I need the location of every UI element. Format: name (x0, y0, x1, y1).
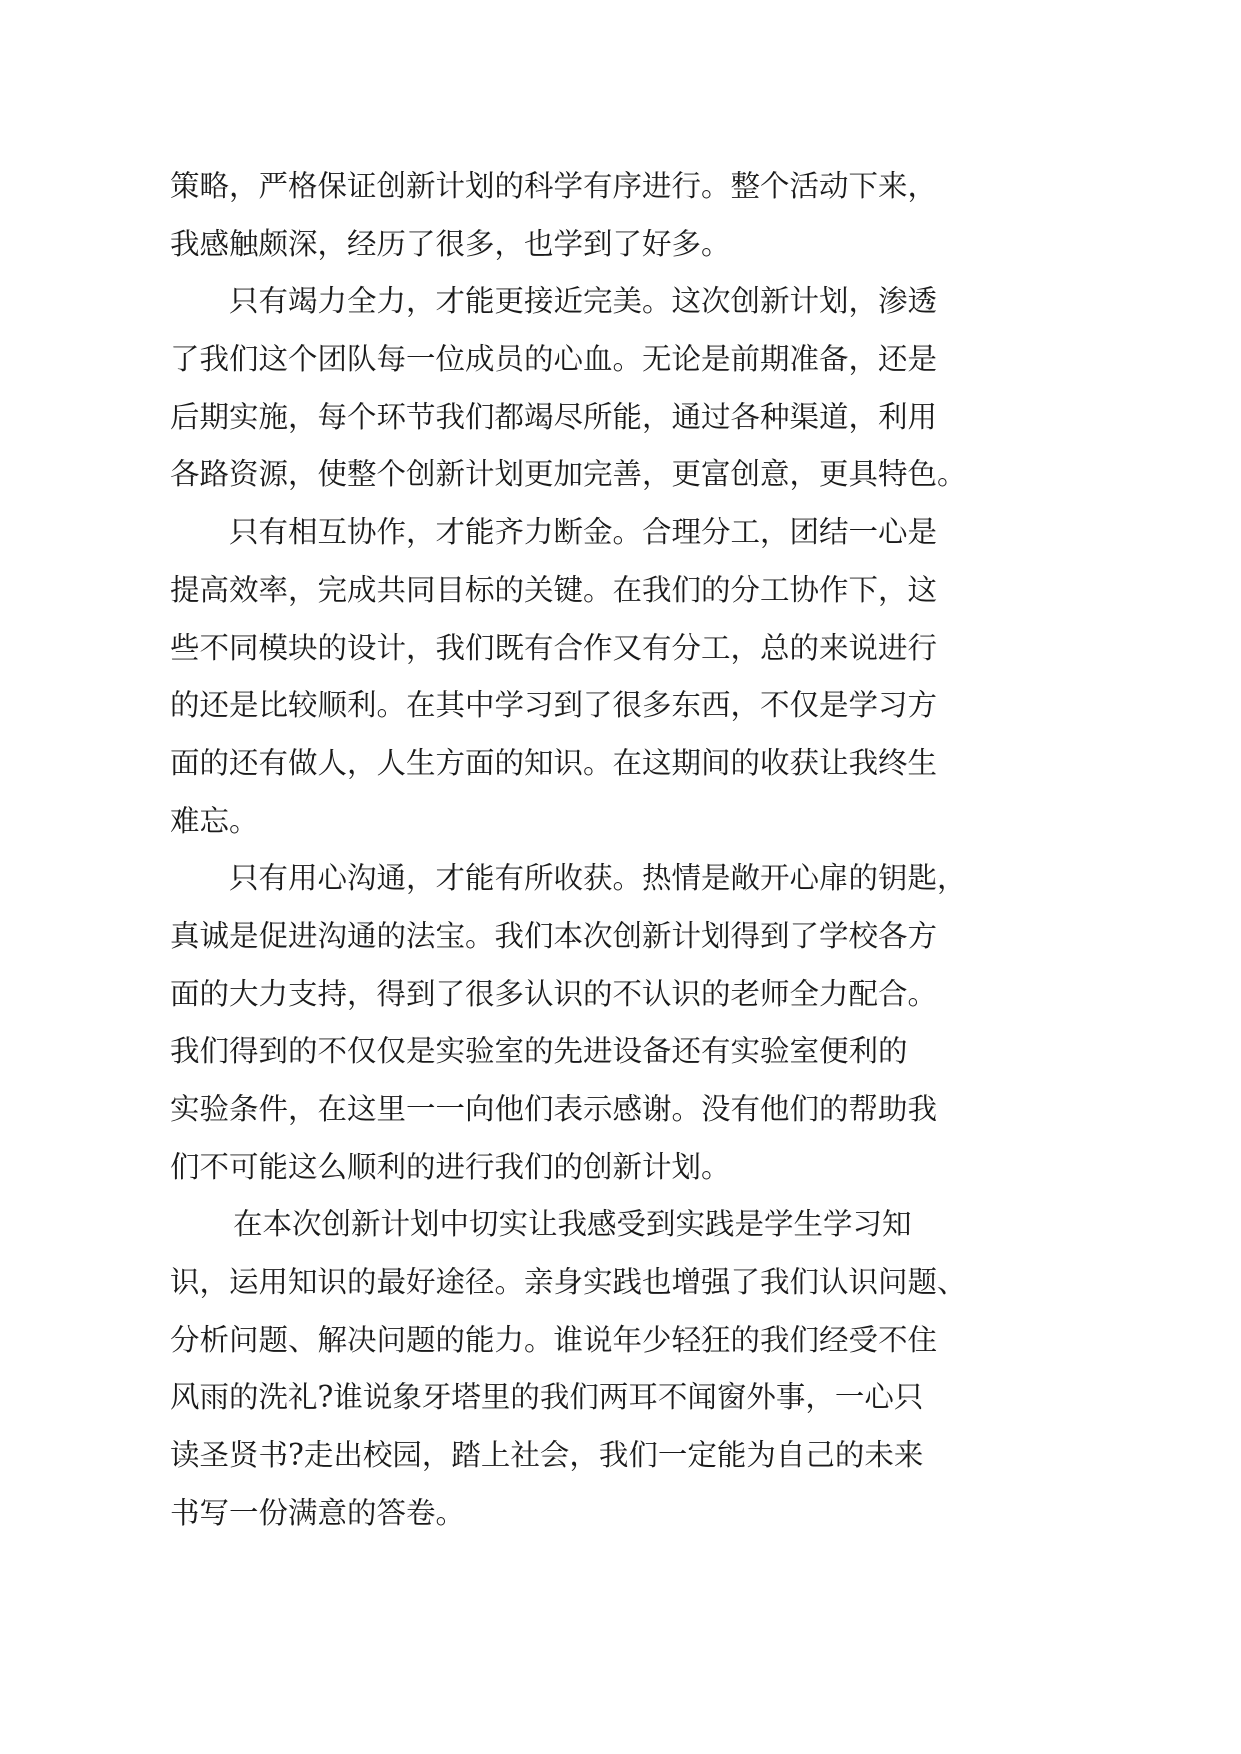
text-line: 些不同模块的设计，我们既有合作又有分工，总的来说进行 (170, 630, 938, 665)
text-line: 真诚是促进沟通的法宝。我们本次创新计划得到了学校各方 (170, 918, 938, 953)
text-line: 后期实施，每个环节我们都竭尽所能，通过各种渠道，利用 (170, 399, 938, 434)
text-line: 策略，严格保证创新计划的科学有序进行。整个活动下来， (170, 169, 938, 203)
paragraph (170, 850, 990, 1196)
text-line: 书写一份满意的答卷。 (170, 1495, 466, 1530)
paragraph (170, 504, 990, 850)
text-line: 我们得到的不仅仅是实验室的先进设备还有实验室便利的 (170, 1034, 908, 1069)
text-line: 各路资源，使整个创新计划更加完善，更富创意，更具特色。 (170, 457, 967, 492)
text-line: 了我们这个团队每一位成员的心血。无论是前期准备，还是 (170, 342, 938, 377)
text-line: 识，运用知识的最好途径。亲身实践也增强了我们认识问题、 (170, 1265, 967, 1300)
text-line: 读圣贤书?走出校园，踏上社会，我们一定能为自己的未来 (170, 1438, 924, 1473)
text-line: 面的还有做人，人生方面的知识。在这期间的收获让我终生 (170, 745, 938, 780)
paragraph (170, 1196, 990, 1542)
text-line: 只有相互协作，才能齐力断金。合理分工，团结一心是 (229, 515, 938, 550)
text-line: 们不可能这么顺利的进行我们的创新计划。 (170, 1149, 731, 1184)
text-line: 在本次创新计划中切实让我感受到实践是学生学习知 (233, 1207, 912, 1242)
text-line: 分析问题、解决问题的能力。谁说年少轻狂的我们经受不住 (170, 1322, 938, 1357)
text-line: 只有用心沟通，才能有所收获。热情是敞开心扉的钥匙， (229, 861, 967, 896)
paragraph-continuation (170, 158, 990, 273)
text-line: 提高效率，完成共同目标的关键。在我们的分工协作下，这 (170, 572, 938, 607)
text-line: 面的大力支持，得到了很多认识的不认识的老师全力配合。 (170, 976, 938, 1011)
text-line: 实验条件，在这里一一向他们表示感谢。没有他们的帮助我 (170, 1092, 938, 1126)
body-text (170, 158, 990, 1543)
text-line: 的还是比较顺利。在其中学习到了很多东西，不仅是学习方 (170, 688, 938, 723)
text-line: 难忘。 (170, 803, 259, 838)
text-line: 风雨的洗礼?谁说象牙塔里的我们两耳不闻窗外事，一心只 (170, 1380, 924, 1415)
paragraph (170, 273, 990, 504)
text-line: 只有竭力全力，才能更接近完美。这次创新计划，渗透 (229, 284, 938, 319)
text-line: 我感触颇深，经历了很多，也学到了好多。 (170, 226, 731, 261)
